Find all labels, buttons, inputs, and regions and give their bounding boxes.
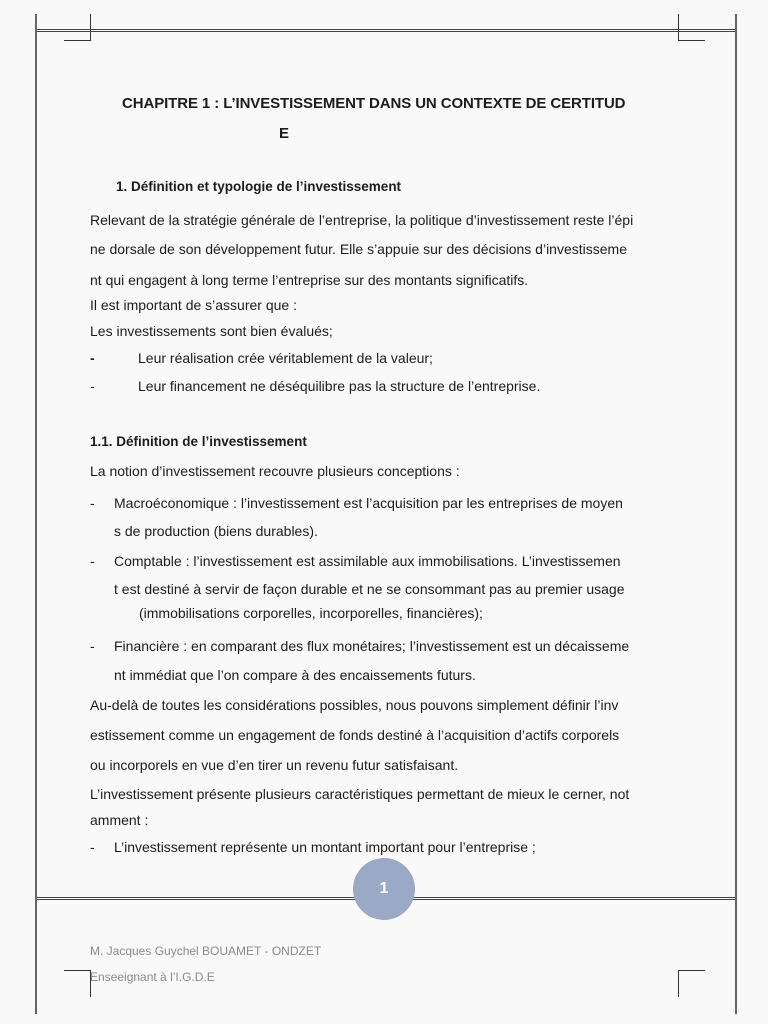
list-dash: - — [90, 553, 95, 569]
page-number: 1 — [379, 880, 389, 897]
crop-mark-bottom-right — [678, 970, 705, 997]
list-dash: - — [90, 495, 95, 511]
list-item: Leur réalisation crée véritablement de la valeur; — [138, 350, 433, 366]
page-number-badge — [353, 858, 415, 920]
list-item-line: t est destiné à servir de façon durable et ne se consommant pas au premier usage — [114, 581, 625, 597]
page-frame-top — [36, 29, 736, 32]
list-item-line: Financière : en comparant des flux monétaires; l’investissement est un décaisseme — [114, 638, 630, 654]
chapter-title — [122, 89, 682, 149]
chapter-title-line2: E — [279, 125, 289, 142]
notion-line: La notion d’investissement recouvre plusieurs conceptions : — [90, 463, 460, 479]
list-item-line: Macroéconomique : l’investissement est l’acquisition par les entreprises de moyen — [114, 495, 623, 511]
evaluated-line: Les investissements sont bien évalués; — [90, 323, 333, 339]
list-item: Leur financement ne déséquilibre pas la structure de l’entreprise. — [138, 378, 541, 394]
paragraph-2-line-3: ou incorporels en vue d’en tirer un revenu futur satisfaisant. — [90, 757, 459, 773]
paragraph-1-line-2: ne dorsale de son développement futur. Elle s’appuie sur des décisions d’investisseme — [90, 241, 627, 257]
list-item-line: Comptable : l’investissement est assimilable aux immobilisations. L’investissemen — [114, 553, 621, 569]
chapter-title-line1: CHAPITRE 1 : L’INVESTISSEMENT DANS UN CONTEXTE DE CERTITUD — [122, 95, 626, 112]
paragraph-1-line-1: Relevant de la stratégie générale de l’entreprise, la politique d’investissement reste l’épi — [90, 212, 634, 228]
page-frame-right — [735, 14, 737, 1014]
list-item: L’investissement représente un montant important pour l’entreprise ; — [114, 839, 536, 855]
list-dash: - — [90, 839, 95, 855]
section-heading-1: 1. Définition et typologie de l’investissement — [116, 179, 402, 194]
paragraph-3-line-2: amment : — [90, 812, 149, 828]
paragraph-3-line-1: L’investissement présente plusieurs caractéristiques permettant de mieux le cerner, not — [90, 786, 630, 802]
page-frame-left — [35, 14, 37, 1014]
paragraph-2-line-1: Au-delà de toutes les considérations possibles, nous pouvons simplement définir l’inv — [90, 697, 619, 713]
footer-role: Enseeignant à l’I.G.D.E — [90, 970, 215, 984]
list-item-line: (immobilisations corporelles, incorporelles, financières); — [139, 605, 483, 621]
list-dash: - — [90, 350, 95, 366]
list-dash: - — [90, 378, 95, 394]
paragraph-1-line-3: nt qui engagent à long terme l’entreprise sur des montants significatifs. — [90, 272, 529, 288]
crop-mark-bottom-left — [64, 970, 91, 997]
section-heading-1-1: 1.1. Définition de l’investissement — [90, 434, 307, 449]
list-item-line: nt immédiat que l’on compare à des encaissements futurs. — [114, 667, 476, 683]
list-item-line: s de production (biens durables). — [114, 523, 318, 539]
important-line: Il est important de s’assurer que : — [90, 297, 297, 313]
footer-author: M. Jacques Guychel BOUAMET - ONDZET — [90, 944, 322, 958]
crop-mark-top-right — [678, 14, 705, 41]
list-dash: - — [90, 638, 95, 654]
paragraph-2-line-2: estissement comme un engagement de fonds destiné à l’acquisition d’actifs corporels — [90, 727, 620, 743]
crop-mark-top-left — [64, 14, 91, 41]
